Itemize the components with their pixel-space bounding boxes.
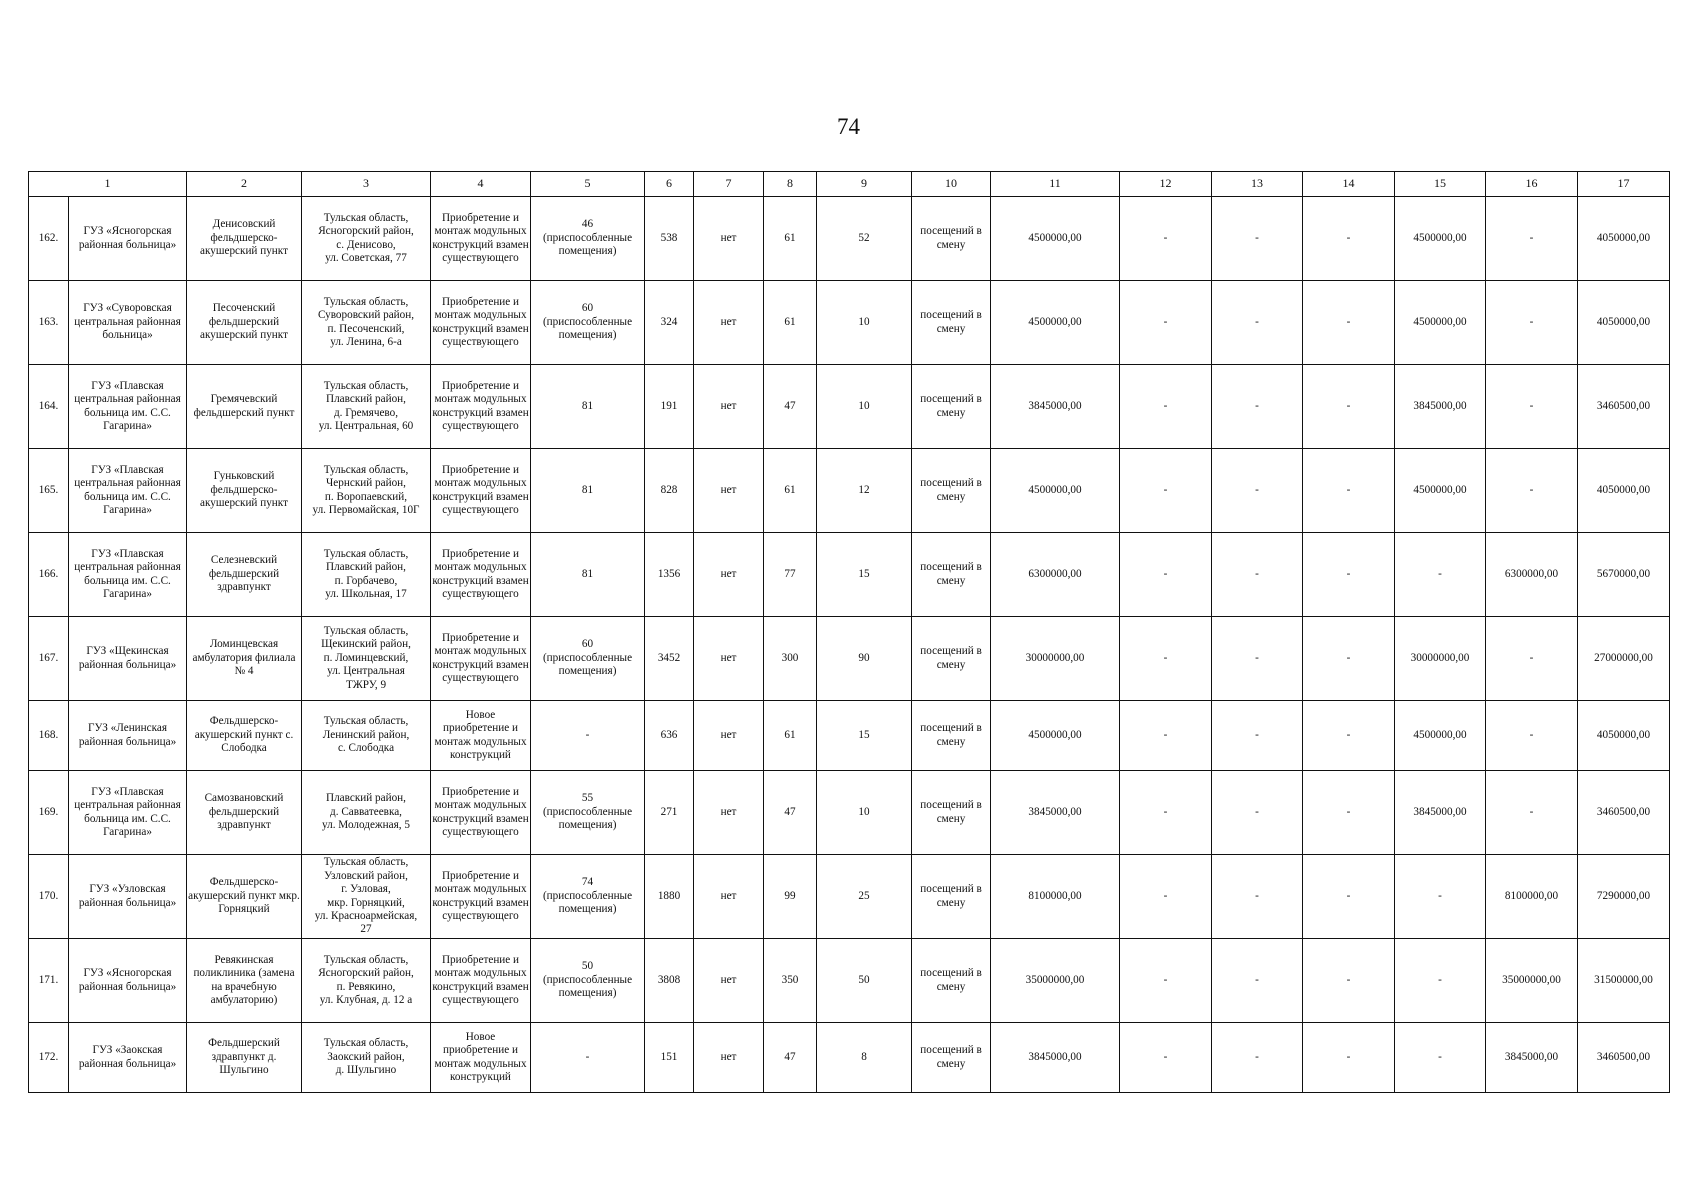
amount-16-cell: - [1486, 701, 1578, 771]
value-9-cell: 10 [817, 281, 912, 365]
header-cell: 17 [1578, 172, 1670, 197]
value-8-cell: 61 [764, 281, 817, 365]
flag-cell-cell: нет [694, 617, 764, 701]
amount-15-cell: 30000000,00 [1395, 617, 1486, 701]
area-cell: 46 (приспособленные помещения) [531, 197, 645, 281]
value-8-cell: 61 [764, 701, 817, 771]
address-cell: Тульская область, Щекинский район, п. Ломинцевский, ул. Центральная ТЖРУ, 9 [302, 617, 431, 701]
amount-14-cell: - [1303, 701, 1395, 771]
header-cell: 6 [645, 172, 694, 197]
amount-12-cell: - [1120, 281, 1212, 365]
organization-cell: ГУЗ «Плавская центральная районная больница им. С.С. Гагарина» [69, 365, 187, 449]
action-type-cell: Приобретение и монтаж модульных конструкций взамен существующего [431, 281, 531, 365]
amount-14-cell: - [1303, 365, 1395, 449]
amount-13-cell: - [1212, 939, 1303, 1023]
action-type-cell: Приобретение и монтаж модульных конструкций взамен существующего [431, 365, 531, 449]
action-type-cell: Приобретение и монтаж модульных конструкций взамен существующего [431, 855, 531, 939]
population-cell: 1356 [645, 533, 694, 617]
unit-cell-cell: посещений в смену [912, 197, 991, 281]
row-number-cell: 171. [29, 939, 69, 1023]
amount-11-cell: 4500000,00 [991, 197, 1120, 281]
organization-cell: ГУЗ «Плавская центральная районная больница им. С.С. Гагарина» [69, 449, 187, 533]
facility-name-cell: Фельдшерско-акушерский пункт с. Слободка [187, 701, 302, 771]
address-cell: Тульская область, Ясногорский район, п. Ревякино, ул. Клубная, д. 12 а [302, 939, 431, 1023]
value-8-cell: 47 [764, 771, 817, 855]
amount-14-cell: - [1303, 533, 1395, 617]
organization-cell: ГУЗ «Ясногорская районная больница» [69, 939, 187, 1023]
table-row [29, 771, 1670, 855]
header-cell: 2 [187, 172, 302, 197]
address-cell: Тульская область, Заокский район, д. Шульгино [302, 1023, 431, 1093]
header-cell: 10 [912, 172, 991, 197]
amount-12-cell: - [1120, 617, 1212, 701]
flag-cell-cell: нет [694, 771, 764, 855]
facility-name-cell: Ревякинская поликлиника (замена на врачебную амбулаторию) [187, 939, 302, 1023]
amount-16-cell: - [1486, 281, 1578, 365]
population-cell: 191 [645, 365, 694, 449]
unit-cell-cell: посещений в смену [912, 281, 991, 365]
amount-14-cell: - [1303, 617, 1395, 701]
action-type-cell: Приобретение и монтаж модульных конструкций взамен существующего [431, 449, 531, 533]
value-9-cell: 25 [817, 855, 912, 939]
amount-12-cell: - [1120, 1023, 1212, 1093]
amount-15-cell: 4500000,00 [1395, 449, 1486, 533]
amount-17-cell: 4050000,00 [1578, 449, 1670, 533]
value-9-cell: 15 [817, 533, 912, 617]
population-cell: 828 [645, 449, 694, 533]
amount-16-cell: - [1486, 449, 1578, 533]
value-8-cell: 61 [764, 449, 817, 533]
flag-cell-cell: нет [694, 365, 764, 449]
amount-11-cell: 4500000,00 [991, 701, 1120, 771]
area-cell: - [531, 1023, 645, 1093]
header-cell: 3 [302, 172, 431, 197]
value-8-cell: 61 [764, 197, 817, 281]
amount-13-cell: - [1212, 449, 1303, 533]
flag-cell-cell: нет [694, 855, 764, 939]
value-8-cell: 47 [764, 365, 817, 449]
amount-11-cell: 4500000,00 [991, 281, 1120, 365]
amount-11-cell: 8100000,00 [991, 855, 1120, 939]
value-9-cell: 10 [817, 365, 912, 449]
amount-17-cell: 5670000,00 [1578, 533, 1670, 617]
budget-table [28, 171, 1670, 1093]
header-row [29, 172, 1670, 197]
amount-14-cell: - [1303, 197, 1395, 281]
amount-15-cell: - [1395, 1023, 1486, 1093]
header-cell: 15 [1395, 172, 1486, 197]
amount-11-cell: 6300000,00 [991, 533, 1120, 617]
population-cell: 324 [645, 281, 694, 365]
amount-12-cell: - [1120, 449, 1212, 533]
organization-cell: ГУЗ «Узловская районная больница» [69, 855, 187, 939]
table-row [29, 533, 1670, 617]
action-type-cell: Новое приобретение и монтаж модульных конструкций [431, 1023, 531, 1093]
row-number-cell: 166. [29, 533, 69, 617]
organization-cell: ГУЗ «Плавская центральная районная больница им. С.С. Гагарина» [69, 771, 187, 855]
area-cell: - [531, 701, 645, 771]
amount-16-cell: 35000000,00 [1486, 939, 1578, 1023]
header-cell: 13 [1212, 172, 1303, 197]
flag-cell-cell: нет [694, 533, 764, 617]
value-8-cell: 77 [764, 533, 817, 617]
amount-16-cell: 6300000,00 [1486, 533, 1578, 617]
area-cell: 81 [531, 533, 645, 617]
amount-12-cell: - [1120, 197, 1212, 281]
facility-name-cell: Гремячевский фельдшерский пункт [187, 365, 302, 449]
table-row [29, 197, 1670, 281]
flag-cell-cell: нет [694, 1023, 764, 1093]
value-8-cell: 300 [764, 617, 817, 701]
value-9-cell: 50 [817, 939, 912, 1023]
amount-15-cell: 3845000,00 [1395, 365, 1486, 449]
header-cell: 1 [29, 172, 187, 197]
flag-cell-cell: нет [694, 197, 764, 281]
amount-14-cell: - [1303, 449, 1395, 533]
action-type-cell: Приобретение и монтаж модульных конструкций взамен существующего [431, 771, 531, 855]
header-cell: 4 [431, 172, 531, 197]
header-cell: 12 [1120, 172, 1212, 197]
population-cell: 1880 [645, 855, 694, 939]
amount-16-cell: - [1486, 197, 1578, 281]
amount-12-cell: - [1120, 939, 1212, 1023]
facility-name-cell: Гуньковский фельдшерско-акушерский пункт [187, 449, 302, 533]
row-number-cell: 172. [29, 1023, 69, 1093]
amount-17-cell: 3460500,00 [1578, 771, 1670, 855]
area-cell: 74 (приспособленные помещения) [531, 855, 645, 939]
address-cell: Тульская область, Плавский район, п. Горбачево, ул. Школьная, 17 [302, 533, 431, 617]
facility-name-cell: Фельдшерский здравпункт д. Шульгино [187, 1023, 302, 1093]
amount-13-cell: - [1212, 617, 1303, 701]
population-cell: 538 [645, 197, 694, 281]
organization-cell: ГУЗ «Ясногорская районная больница» [69, 197, 187, 281]
value-8-cell: 350 [764, 939, 817, 1023]
page-number: 74 [837, 114, 860, 139]
amount-15-cell: - [1395, 939, 1486, 1023]
flag-cell-cell: нет [694, 449, 764, 533]
address-cell: Тульская область, Узловский район, г. Узловая, мкр. Горняцкий, ул. Красноармейская, 27 [302, 855, 431, 939]
value-9-cell: 8 [817, 1023, 912, 1093]
table-row [29, 617, 1670, 701]
unit-cell-cell: посещений в смену [912, 1023, 991, 1093]
row-number-cell: 168. [29, 701, 69, 771]
amount-15-cell: 4500000,00 [1395, 197, 1486, 281]
unit-cell-cell: посещений в смену [912, 701, 991, 771]
amount-17-cell: 4050000,00 [1578, 197, 1670, 281]
amount-16-cell: - [1486, 617, 1578, 701]
value-9-cell: 10 [817, 771, 912, 855]
area-cell: 55 (приспособленные помещения) [531, 771, 645, 855]
amount-13-cell: - [1212, 281, 1303, 365]
amount-17-cell: 4050000,00 [1578, 281, 1670, 365]
action-type-cell: Приобретение и монтаж модульных конструкций взамен существующего [431, 197, 531, 281]
action-type-cell: Новое приобретение и монтаж модульных конструкций [431, 701, 531, 771]
header-cell: 7 [694, 172, 764, 197]
header-cell: 14 [1303, 172, 1395, 197]
area-cell: 50 (приспособленные помещения) [531, 939, 645, 1023]
amount-17-cell: 3460500,00 [1578, 1023, 1670, 1093]
amount-12-cell: - [1120, 771, 1212, 855]
amount-14-cell: - [1303, 281, 1395, 365]
row-number-cell: 164. [29, 365, 69, 449]
amount-13-cell: - [1212, 197, 1303, 281]
population-cell: 151 [645, 1023, 694, 1093]
flag-cell-cell: нет [694, 281, 764, 365]
amount-17-cell: 7290000,00 [1578, 855, 1670, 939]
flag-cell-cell: нет [694, 939, 764, 1023]
amount-13-cell: - [1212, 701, 1303, 771]
table-row [29, 855, 1670, 939]
table-row [29, 281, 1670, 365]
area-cell: 81 [531, 449, 645, 533]
area-cell: 60 (приспособленные помещения) [531, 617, 645, 701]
table-row [29, 701, 1670, 771]
amount-11-cell: 4500000,00 [991, 449, 1120, 533]
amount-11-cell: 3845000,00 [991, 365, 1120, 449]
amount-12-cell: - [1120, 533, 1212, 617]
value-8-cell: 99 [764, 855, 817, 939]
flag-cell-cell: нет [694, 701, 764, 771]
population-cell: 271 [645, 771, 694, 855]
row-number-cell: 169. [29, 771, 69, 855]
value-9-cell: 12 [817, 449, 912, 533]
table-row [29, 939, 1670, 1023]
amount-12-cell: - [1120, 365, 1212, 449]
action-type-cell: Приобретение и монтаж модульных конструкций взамен существующего [431, 939, 531, 1023]
amount-17-cell: 3460500,00 [1578, 365, 1670, 449]
address-cell: Тульская область, Суворовский район, п. Песоченский, ул. Ленина, 6-а [302, 281, 431, 365]
amount-11-cell: 3845000,00 [991, 1023, 1120, 1093]
amount-17-cell: 27000000,00 [1578, 617, 1670, 701]
header-cell: 11 [991, 172, 1120, 197]
amount-16-cell: 3845000,00 [1486, 1023, 1578, 1093]
unit-cell-cell: посещений в смену [912, 365, 991, 449]
header-cell: 8 [764, 172, 817, 197]
amount-15-cell: - [1395, 533, 1486, 617]
value-9-cell: 90 [817, 617, 912, 701]
unit-cell-cell: посещений в смену [912, 771, 991, 855]
amount-14-cell: - [1303, 771, 1395, 855]
amount-17-cell: 4050000,00 [1578, 701, 1670, 771]
amount-15-cell: 3845000,00 [1395, 771, 1486, 855]
amount-13-cell: - [1212, 855, 1303, 939]
organization-cell: ГУЗ «Щекинская районная больница» [69, 617, 187, 701]
unit-cell-cell: посещений в смену [912, 939, 991, 1023]
table-row [29, 449, 1670, 533]
unit-cell-cell: посещений в смену [912, 855, 991, 939]
address-cell: Тульская область, Чернский район, п. Воропаевский, ул. Первомайская, 10Г [302, 449, 431, 533]
amount-15-cell: 4500000,00 [1395, 281, 1486, 365]
value-9-cell: 15 [817, 701, 912, 771]
amount-12-cell: - [1120, 701, 1212, 771]
table-row [29, 1023, 1670, 1093]
amount-16-cell: - [1486, 771, 1578, 855]
unit-cell-cell: посещений в смену [912, 533, 991, 617]
table-row [29, 365, 1670, 449]
area-cell: 81 [531, 365, 645, 449]
unit-cell-cell: посещений в смену [912, 449, 991, 533]
action-type-cell: Приобретение и монтаж модульных конструкций взамен существующего [431, 533, 531, 617]
row-number-cell: 167. [29, 617, 69, 701]
population-cell: 3808 [645, 939, 694, 1023]
facility-name-cell: Денисовский фельдшерско-акушерский пункт [187, 197, 302, 281]
header-cell: 9 [817, 172, 912, 197]
unit-cell-cell: посещений в смену [912, 617, 991, 701]
amount-11-cell: 30000000,00 [991, 617, 1120, 701]
amount-16-cell: 8100000,00 [1486, 855, 1578, 939]
row-number-cell: 170. [29, 855, 69, 939]
amount-14-cell: - [1303, 939, 1395, 1023]
amount-11-cell: 3845000,00 [991, 771, 1120, 855]
amount-12-cell: - [1120, 855, 1212, 939]
amount-13-cell: - [1212, 1023, 1303, 1093]
population-cell: 3452 [645, 617, 694, 701]
amount-16-cell: - [1486, 365, 1578, 449]
value-8-cell: 47 [764, 1023, 817, 1093]
facility-name-cell: Фельдшерско-акушерский пункт мкр. Горняцкий [187, 855, 302, 939]
amount-13-cell: - [1212, 365, 1303, 449]
amount-15-cell: - [1395, 855, 1486, 939]
address-cell: Тульская область, Ленинский район, с. Слободка [302, 701, 431, 771]
header-cell: 5 [531, 172, 645, 197]
address-cell: Тульская область, Плавский район, д. Гремячево, ул. Центральная, 60 [302, 365, 431, 449]
facility-name-cell: Самозвановский фельдшерский здравпункт [187, 771, 302, 855]
facility-name-cell: Селезневский фельдшерский здравпункт [187, 533, 302, 617]
address-cell: Тульская область, Ясногорский район, с. Денисово, ул. Советская, 77 [302, 197, 431, 281]
value-9-cell: 52 [817, 197, 912, 281]
amount-13-cell: - [1212, 533, 1303, 617]
row-number-cell: 162. [29, 197, 69, 281]
amount-11-cell: 35000000,00 [991, 939, 1120, 1023]
population-cell: 636 [645, 701, 694, 771]
organization-cell: ГУЗ «Суворовская центральная районная больница» [69, 281, 187, 365]
amount-15-cell: 4500000,00 [1395, 701, 1486, 771]
row-number-cell: 163. [29, 281, 69, 365]
organization-cell: ГУЗ «Ленинская районная больница» [69, 701, 187, 771]
amount-13-cell: - [1212, 771, 1303, 855]
action-type-cell: Приобретение и монтаж модульных конструкций взамен существующего [431, 617, 531, 701]
amount-14-cell: - [1303, 855, 1395, 939]
amount-14-cell: - [1303, 1023, 1395, 1093]
organization-cell: ГУЗ «Плавская центральная районная больница им. С.С. Гагарина» [69, 533, 187, 617]
header-cell: 16 [1486, 172, 1578, 197]
amount-17-cell: 31500000,00 [1578, 939, 1670, 1023]
facility-name-cell: Песоченский фельдшерский акушерский пункт [187, 281, 302, 365]
address-cell: Плавский район, д. Савватеевка, ул. Молодежная, 5 [302, 771, 431, 855]
facility-name-cell: Ломинцевская амбулатория филиала № 4 [187, 617, 302, 701]
area-cell: 60 (приспособленные помещения) [531, 281, 645, 365]
organization-cell: ГУЗ «Заокская районная больница» [69, 1023, 187, 1093]
row-number-cell: 165. [29, 449, 69, 533]
